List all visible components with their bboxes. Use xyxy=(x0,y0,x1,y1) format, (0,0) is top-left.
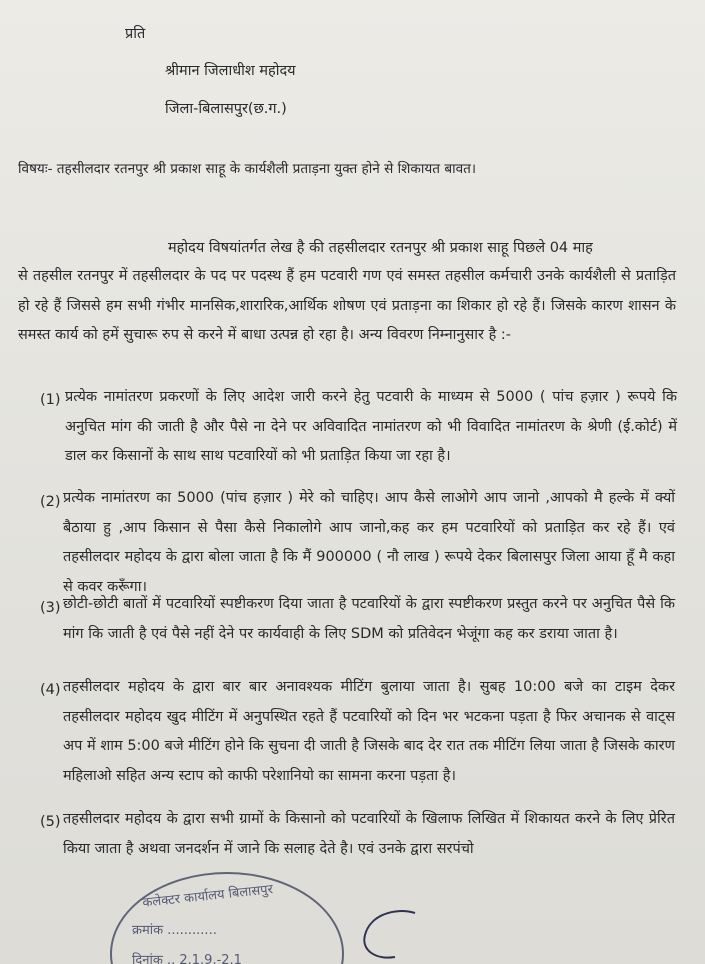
point-4-text: तहसीलदार महोदय के द्वारा बार बार अनावश्यक मीटिंग बुलाया जाता है। सुबह 10:00 बजे का टाइम देकर तहसीलदार महोदय खुद मीटिंग में अनुपस्थित रहते हैं पटवारियों को दिन भर भटकना पड़ता है फिर अचानक से वाट्स अप में शाम 5:00 बजे मीटिंग होने कि सुचना दी जाती है जिसके बाद देर रात तक मीटिंग लिया जाता है जिसके कारण महिलाओ सहित अन्य स्टाप को काफी परेशानियो का सामना करना पड़ता है। xyxy=(63,679,675,784)
intro-body: से तहसील रतनपुर में तहसीलदार के पद पर पदस्थ हैं हम पटवारी गण एवं समस्त तहसील कर्मचारी उनके कार्यशैली से प्रताड़ित हो रहे हैं जिससे हम सभी गंभीर मानसिक,शारारिक,आर्थिक शोषण एवं प्रताड़ना का शिकार हो रहे हैं। जिसके कारण शासन के समस्त कार्य को हमें सुचारू रुप से करने में बाधा उत्पन्न हो रहा है। अन्य विवरण निम्नानुसार है :- xyxy=(18,268,676,343)
point-2-text: प्रत्येक नामांतरण का 5000 (पांच हज़ार ) मेरे को चाहिए। आप कैसे लाओगे आप जानो ,आपको मै हल्के में क्यों बैठाया हु ,आप किसान से पैसा कैसे निकालोगे आप जानो,कह कर हम पटवारियों को प्रताड़ित कर रहे हैं। एवं तहसीलदार महोदय के द्वारा बोला जाता है कि मैं 900000 ( नौ लाख ) रूपये देकर बिलासपुर जिला आया हूँ मै कहा से कवर करूँगा। xyxy=(63,490,675,595)
stamp-kramank: क्रमांक ............ xyxy=(132,923,217,938)
point-1-text: प्रत्येक नामांतरण प्रकरणों के लिए आदेश जारी करने हेतु पटवारी के माध्यम से 5000 ( पांच हज़ार ) रूपये कि अनुचित मांग की जाती है और पैसे ना देने पर अविवादित नामांतरण को भी विवादित नामांतरण के श्रेणी (ई.कोर्ट) में डाल कर किसानों के साथ साथ पटवारियों को भी प्रताड़ित किया जा रहा है। xyxy=(65,389,677,464)
point-2-number: (2) xyxy=(40,494,61,510)
point-5-text: तहसीलदार महोदय के द्वारा सभी ग्रामों के किसानो को पटवारियों के खिलाफ लिखित में शिकायत करने के लिए प्रेरित किया जाता है अथवा जनदर्शन में जाने कि सलाह देते है। एवं उनके द्वारा सरपंचो xyxy=(63,811,675,857)
stamp-dinank: दिनांक .. 2.1.9.-2.1 xyxy=(132,953,242,964)
point-5-number: (5) xyxy=(40,814,61,830)
district-address: जिला-बिलासपुर(छ.ग.) xyxy=(165,101,287,117)
point-3-number: (3) xyxy=(40,600,61,616)
subject-line: विषयः- तहसीलदार रतनपुर श्री प्रकाश साहू के कार्यशैली प्रताड़ना युक्त होने से शिकायत बावत। xyxy=(18,161,477,177)
point-3-text: छोटी-छोटी बातों में पटवारियों स्पष्टीकरण दिया जाता है पटवारियों के द्वारा स्पष्टीकरण प्रस्तुत करने पर अनुचित पैसे कि मांग कि जाती है एवं पैसे नहीं देने पर कार्यवाही के लिए SDM को प्रतिवेदन भेजूंगा कह कर डराया जाता है। xyxy=(63,596,675,642)
prati-label: प्रति xyxy=(125,26,146,42)
signature-mark xyxy=(355,905,435,964)
intro-first-line: महोदय विषयांतर्गत लेख है की तहसीलदार रतनपुर श्री प्रकाश साहू पिछले 04 माह xyxy=(168,240,593,256)
point-4-number: (4) xyxy=(40,682,61,698)
addressee: श्रीमान जिलाधीश महोदय xyxy=(165,63,296,79)
point-1-number: (1) xyxy=(40,392,61,408)
stamp-office-name: कलेक्टर कार्यालय बिलासपुर xyxy=(141,882,274,911)
office-stamp xyxy=(110,872,344,964)
